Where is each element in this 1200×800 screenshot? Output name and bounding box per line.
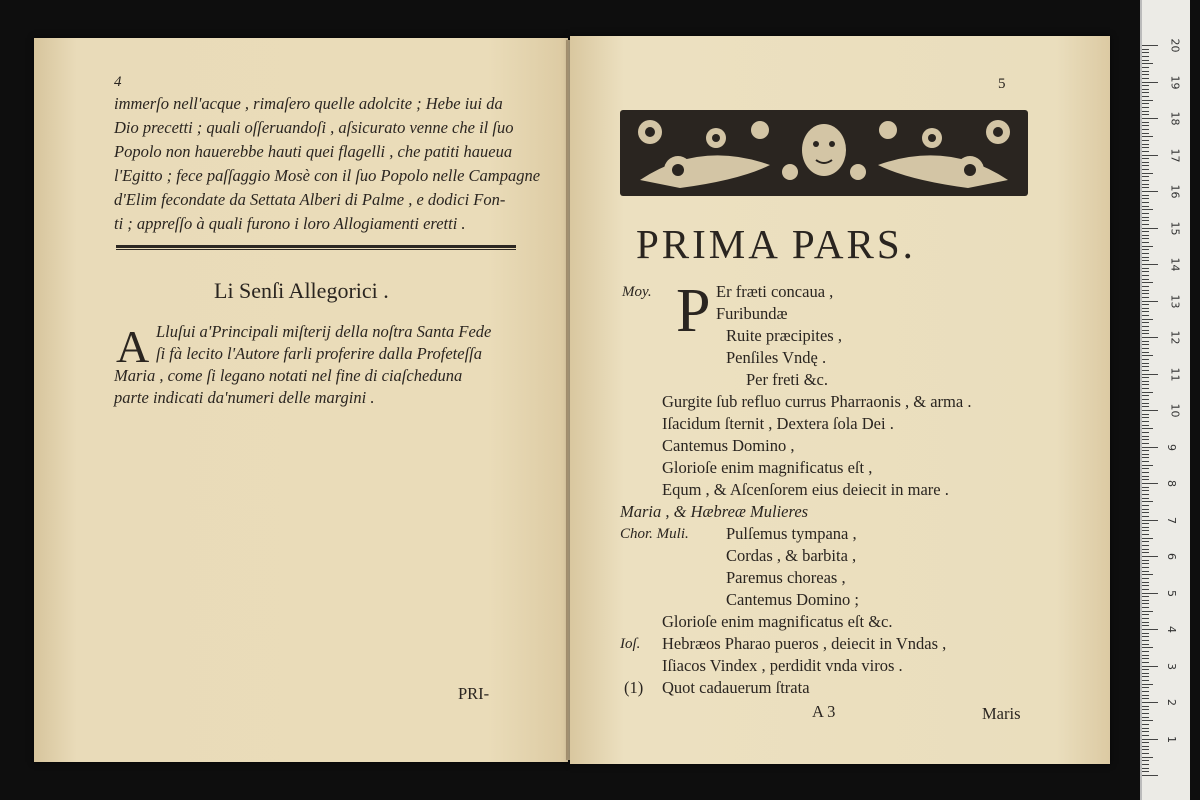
ruler-tick — [1142, 395, 1149, 396]
ruler-tick — [1142, 436, 1149, 437]
ruler-tick — [1142, 607, 1149, 608]
speaker-moy: Moy. — [622, 284, 652, 300]
ruler-tick — [1142, 344, 1149, 345]
ruler-number: 13 — [1168, 294, 1182, 308]
ruler-tick — [1142, 85, 1149, 86]
ruler-tick — [1142, 114, 1149, 115]
ruler-tick — [1142, 457, 1149, 458]
ruler-tick — [1142, 275, 1149, 276]
ruler-tick — [1142, 527, 1149, 528]
ruler-tick — [1142, 392, 1153, 393]
ruler-number: 1 — [1165, 735, 1178, 743]
ruler-tick — [1142, 735, 1149, 736]
ruler-tick — [1142, 425, 1149, 426]
ruler-tick — [1142, 202, 1149, 203]
ruler-tick — [1142, 651, 1149, 652]
ruler-tick — [1142, 472, 1149, 473]
ruler-tick — [1142, 633, 1149, 634]
ruler-number: 3 — [1165, 662, 1178, 670]
paragraph-line: l'Egitto ; fece paſſaggio Mosè con il ſuo Popolo nelle Campagne — [114, 166, 541, 185]
ruler-tick — [1142, 125, 1149, 126]
ruler-tick — [1142, 257, 1149, 258]
ruler-tick — [1142, 52, 1149, 53]
speaker-maria-line: Maria , & Hæbreæ Mulieres — [620, 502, 809, 521]
section-rule — [116, 245, 516, 248]
ruler-tick — [1142, 731, 1149, 732]
ruler-tick — [1142, 290, 1149, 291]
drop-cap-p: P — [676, 277, 711, 345]
allegory-line: Maria , come ſi legano notati nel fine di ciaſcheduna — [114, 366, 463, 385]
ruler-tick — [1142, 370, 1149, 371]
ruler-tick — [1142, 560, 1149, 561]
left-page-number: 4 — [114, 74, 122, 90]
ruler-tick — [1142, 709, 1149, 710]
ruler-tick — [1142, 625, 1149, 626]
ruler-tick — [1142, 348, 1149, 349]
ruler-tick — [1142, 655, 1149, 656]
ruler-tick — [1142, 742, 1149, 743]
note-marker: (1) — [624, 678, 644, 697]
ruler-tick — [1142, 224, 1149, 225]
ruler-tick — [1142, 680, 1149, 681]
ruler-tick — [1142, 673, 1149, 674]
ruler-tick — [1142, 246, 1153, 247]
ruler-tick — [1142, 498, 1149, 499]
ruler-tick — [1142, 582, 1149, 583]
ruler-tick — [1142, 249, 1149, 250]
ruler-tick — [1142, 717, 1149, 718]
ruler-number: 16 — [1168, 184, 1182, 199]
ruler-tick — [1142, 552, 1149, 553]
ruler-tick — [1142, 567, 1149, 568]
ruler-tick — [1142, 180, 1149, 181]
ruler-number: 11 — [1168, 367, 1182, 381]
ruler-tick — [1142, 578, 1149, 579]
ruler-tick — [1142, 319, 1153, 320]
ruler-tick — [1142, 374, 1158, 375]
ruler-tick — [1142, 669, 1149, 670]
ruler-tick — [1142, 695, 1149, 696]
ruler-tick — [1142, 461, 1149, 462]
ruler-tick — [1142, 676, 1149, 677]
ruler-tick — [1142, 749, 1149, 750]
ruler-tick — [1142, 465, 1153, 466]
ruler-tick — [1142, 417, 1149, 418]
ruler-tick — [1142, 198, 1149, 199]
ruler-tick — [1142, 611, 1153, 612]
ruler-tick — [1142, 253, 1149, 254]
ruler-tick — [1142, 428, 1153, 429]
ruler-tick — [1142, 169, 1149, 170]
ruler-tick — [1142, 293, 1149, 294]
paragraph-line: Popolo non hauerebbe hauti quei flagelli , che patiti haueua — [114, 142, 513, 161]
ruler-tick — [1142, 187, 1149, 188]
ruler-tick — [1142, 100, 1153, 101]
ruler-tick — [1142, 556, 1158, 557]
ruler-number: 6 — [1165, 553, 1178, 560]
ruler-tick — [1142, 213, 1149, 214]
ruler-tick — [1142, 702, 1158, 703]
ruler-tick — [1142, 158, 1149, 159]
ruler-tick — [1142, 355, 1153, 356]
section-title: PRIMA PARS. — [636, 221, 916, 267]
ruler-tick — [1142, 563, 1149, 564]
ruler-tick — [1142, 691, 1149, 692]
ruler-tick — [1142, 494, 1149, 495]
chorus-line: Pulſemus tympana , — [726, 524, 857, 543]
ruler-number: 19 — [1168, 75, 1182, 89]
ruler-tick — [1142, 111, 1149, 112]
ruler-tick — [1142, 476, 1149, 477]
ruler-tick — [1142, 388, 1149, 389]
ruler-tick — [1142, 176, 1149, 177]
ruler-tick — [1142, 720, 1153, 721]
ruler-tick — [1142, 421, 1149, 422]
ruler-tick — [1142, 509, 1149, 510]
ruler-tick — [1142, 662, 1149, 663]
verse-line: Hebræos Pharao pueros , deiecit in Vndas , — [662, 634, 947, 653]
verse-line: Penſiles Vndę . — [726, 348, 827, 367]
paragraph-line: immerſo nell'acque , rimaſero quelle adolcite ; Hebe iui da — [114, 94, 503, 113]
ruler-tick — [1142, 530, 1149, 531]
verse-line: Glorioſe enim magnificatus eſt , — [662, 458, 873, 477]
note-line: Quot cadauerum ſtrata — [662, 678, 810, 697]
ruler-tick — [1142, 165, 1149, 166]
ruler-tick — [1142, 454, 1149, 455]
ruler-tick — [1142, 45, 1158, 46]
ruler-tick — [1142, 534, 1149, 535]
ruler-tick — [1142, 359, 1149, 360]
ruler-tick — [1142, 746, 1149, 747]
right-page-number: 5 — [998, 76, 1006, 92]
speaker-ios: Ioſ. — [620, 636, 641, 652]
ruler-tick — [1142, 352, 1149, 353]
verse-line: Equm , & Aſcenſorem eius deiecit in mare . — [662, 480, 949, 499]
ruler-tick — [1142, 333, 1149, 334]
ruler-number: 9 — [1165, 443, 1178, 451]
ruler-tick — [1142, 315, 1149, 316]
ruler-tick — [1142, 133, 1149, 134]
ruler-tick — [1142, 228, 1158, 229]
ruler-tick — [1142, 311, 1149, 312]
ruler-tick — [1142, 282, 1153, 283]
ruler-tick — [1142, 173, 1153, 174]
verse-line: Iſacidum ſternit , Dextera ſola Dei . — [662, 414, 894, 433]
ruler-number: 15 — [1168, 221, 1182, 235]
ruler-tick — [1142, 118, 1158, 119]
ruler-tick — [1142, 505, 1149, 506]
ruler-number: 4 — [1165, 626, 1178, 633]
ruler-tick — [1142, 644, 1149, 645]
paragraph-line: d'Elim fecondate da Settata Alberi di Palme , e dodici Fon- — [114, 190, 506, 209]
ruler-tick — [1142, 74, 1149, 75]
ruler-tick — [1142, 468, 1149, 469]
ruler-tick — [1142, 399, 1149, 400]
right-page — [570, 36, 1110, 764]
ruler-tick — [1142, 56, 1149, 57]
ruler-tick — [1142, 596, 1149, 597]
ruler-tick — [1142, 322, 1149, 323]
ruler-tick — [1142, 432, 1149, 433]
ruler-tick — [1142, 585, 1149, 586]
ruler-tick — [1142, 684, 1153, 685]
ruler-tick — [1142, 162, 1149, 163]
ruler-tick — [1142, 129, 1149, 130]
ruler-tick — [1142, 366, 1149, 367]
ruler-tick — [1142, 629, 1158, 630]
ruler-tick — [1142, 439, 1149, 440]
ruler-tick — [1142, 410, 1158, 411]
ruler-tick — [1142, 647, 1153, 648]
ruler-tick — [1142, 155, 1158, 156]
ruler-tick — [1142, 757, 1153, 758]
ruler-number: 5 — [1165, 589, 1178, 597]
ruler-tick — [1142, 63, 1153, 64]
ruler-tick — [1142, 713, 1149, 714]
ruler-tick — [1142, 403, 1149, 404]
ruler-tick — [1142, 687, 1149, 688]
ruler-tick — [1142, 297, 1149, 298]
refrain-line: Per freti &c. — [746, 370, 829, 389]
ruler-tick — [1142, 264, 1158, 265]
ruler-tick — [1142, 238, 1149, 239]
ruler-tick — [1142, 82, 1158, 83]
ruler-tick — [1142, 363, 1149, 364]
ruler-tick — [1142, 326, 1149, 327]
ruler-number: 17 — [1168, 148, 1182, 162]
ruler-tick — [1142, 140, 1149, 141]
ruler-tick — [1142, 593, 1158, 594]
ruler-tick — [1142, 614, 1149, 615]
ruler-tick — [1142, 728, 1149, 729]
ruler-tick — [1142, 184, 1149, 185]
ruler-tick — [1142, 516, 1149, 517]
paragraph-line: ti ; appreſſo à quali furono i loro Allogiamenti eretti . — [114, 214, 466, 233]
verse-line: Er fræti concaua , — [716, 282, 834, 301]
ruler-tick — [1142, 279, 1149, 280]
ruler-tick — [1142, 381, 1149, 382]
ruler-number: 20 — [1168, 38, 1182, 53]
ruler-tick — [1142, 706, 1149, 707]
allegory-line: Lluſui a'Principali miſterij della noſtra Santa Fede — [156, 322, 492, 341]
ruler-tick — [1142, 589, 1149, 590]
chorus-line: Paremus choreas , — [726, 568, 846, 587]
ruler-tick — [1142, 209, 1153, 210]
ruler-tick — [1142, 520, 1158, 521]
ruler-tick — [1142, 549, 1149, 550]
ruler-tick — [1142, 271, 1149, 272]
ruler-tick — [1142, 103, 1149, 104]
speaker-chorus: Chor. Muli. — [620, 526, 689, 542]
ruler-tick — [1142, 483, 1158, 484]
ruler-tick — [1142, 768, 1149, 769]
ruler-tick — [1142, 490, 1149, 491]
ruler-tick — [1142, 541, 1149, 542]
verse-line: Furibundæ — [716, 304, 788, 323]
drop-cap-a: A — [116, 321, 150, 372]
refrain-line: Glorioſe enim magnificatus eſt &c. — [662, 612, 893, 631]
ruler-tick — [1142, 487, 1149, 488]
ruler-number: 14 — [1168, 257, 1182, 272]
ruler-tick — [1142, 764, 1149, 765]
ruler-tick — [1142, 71, 1149, 72]
ruler-tick — [1142, 268, 1149, 269]
ruler-tick — [1142, 136, 1153, 137]
ruler-tick — [1142, 450, 1149, 451]
ruler-number: 18 — [1168, 111, 1182, 126]
chorus-line: Cordas , & barbita , — [726, 546, 857, 565]
left-page — [34, 38, 568, 762]
ruler-tick — [1142, 341, 1149, 342]
ruler-tick — [1142, 301, 1158, 302]
ruler-tick — [1142, 571, 1149, 572]
ruler-tick — [1142, 206, 1149, 207]
ruler-tick — [1142, 600, 1149, 601]
ruler-tick — [1142, 724, 1149, 725]
ruler-tick — [1142, 330, 1149, 331]
left-catchword: PRI- — [458, 684, 490, 703]
allegory-heading: Li Senſi Allegorici . — [214, 278, 389, 303]
ruler-tick — [1142, 538, 1153, 539]
ruler-tick — [1142, 191, 1158, 192]
ruler-tick — [1142, 304, 1149, 305]
ruler-tick — [1142, 337, 1158, 338]
paragraph-line: Dio precetti ; quali oſſeruandoſi , aſsicurato venne che il ſuo — [114, 118, 514, 137]
ruler-tick — [1142, 377, 1149, 378]
ruler-tick — [1142, 414, 1149, 415]
ruler-tick — [1142, 220, 1149, 221]
ruler-tick — [1142, 195, 1149, 196]
floral-ornament-header — [620, 110, 1028, 196]
ruler-tick — [1142, 122, 1149, 123]
signature-mark: A 3 — [812, 702, 836, 721]
ruler-tick — [1142, 67, 1149, 68]
ruler-tick — [1142, 242, 1149, 243]
ruler-tick — [1142, 739, 1158, 740]
section-rule-thin — [116, 249, 516, 250]
ruler-tick — [1142, 60, 1149, 61]
ruler-tick — [1142, 698, 1149, 699]
ruler-number: 7 — [1165, 516, 1178, 524]
ruler-tick — [1142, 775, 1158, 776]
ruler-tick — [1142, 512, 1149, 513]
verse-line: Iſiacos Vindex , perdidit vnda viros . — [662, 656, 903, 675]
ruler-tick — [1142, 260, 1149, 261]
verse-line: Ruite præcipites , — [726, 326, 842, 345]
ruler-tick — [1142, 479, 1149, 480]
ruler-tick — [1142, 151, 1149, 152]
ruler-number: 2 — [1165, 699, 1178, 706]
ruler-tick — [1142, 636, 1149, 637]
ruler-tick — [1142, 545, 1149, 546]
allegory-line: ſi fà lecito l'Autore farli proferire dalla Profeteſſa — [156, 344, 483, 363]
ruler-tick — [1142, 144, 1149, 145]
ruler-tick — [1142, 501, 1153, 502]
ruler-tick — [1142, 771, 1149, 772]
ruler-tick — [1142, 574, 1153, 575]
ruler-tick — [1142, 753, 1149, 754]
ruler-tick — [1142, 231, 1149, 232]
allegory-line: parte indicati da'numeri delle margini . — [114, 388, 375, 407]
ruler-number: 10 — [1168, 403, 1182, 418]
right-catchword: Maris — [982, 704, 1021, 723]
ruler-tick — [1142, 286, 1149, 287]
ruler-tick — [1142, 49, 1149, 50]
ruler-tick — [1142, 443, 1149, 444]
ruler-tick — [1142, 658, 1149, 659]
chorus-line: Cantemus Domino ; — [726, 590, 859, 609]
ruler-tick — [1142, 107, 1149, 108]
ruler-tick — [1142, 603, 1149, 604]
ruler-tick — [1142, 92, 1149, 93]
ruler-tick — [1142, 235, 1149, 236]
ruler-tick — [1142, 147, 1149, 148]
verse-line: Cantemus Domino , — [662, 436, 795, 455]
ruler-tick — [1142, 666, 1158, 667]
ruler-tick — [1142, 618, 1149, 619]
ruler-number: 12 — [1168, 330, 1182, 345]
ruler-tick — [1142, 523, 1149, 524]
ruler-tick — [1142, 640, 1149, 641]
ruler-tick — [1142, 78, 1149, 79]
measurement-ruler — [1140, 0, 1190, 800]
ruler-tick — [1142, 217, 1149, 218]
ruler-tick — [1142, 384, 1149, 385]
ruler-tick — [1142, 308, 1149, 309]
ruler-tick — [1142, 447, 1158, 448]
ruler-tick — [1142, 96, 1149, 97]
ruler-tick — [1142, 622, 1149, 623]
ruler-number: 8 — [1165, 480, 1178, 487]
ruler-tick — [1142, 89, 1149, 90]
verse-line: Gurgite ſub refluo currus Pharraonis , & arma . — [662, 392, 972, 411]
ruler-tick — [1142, 760, 1149, 761]
ruler-tick — [1142, 406, 1149, 407]
